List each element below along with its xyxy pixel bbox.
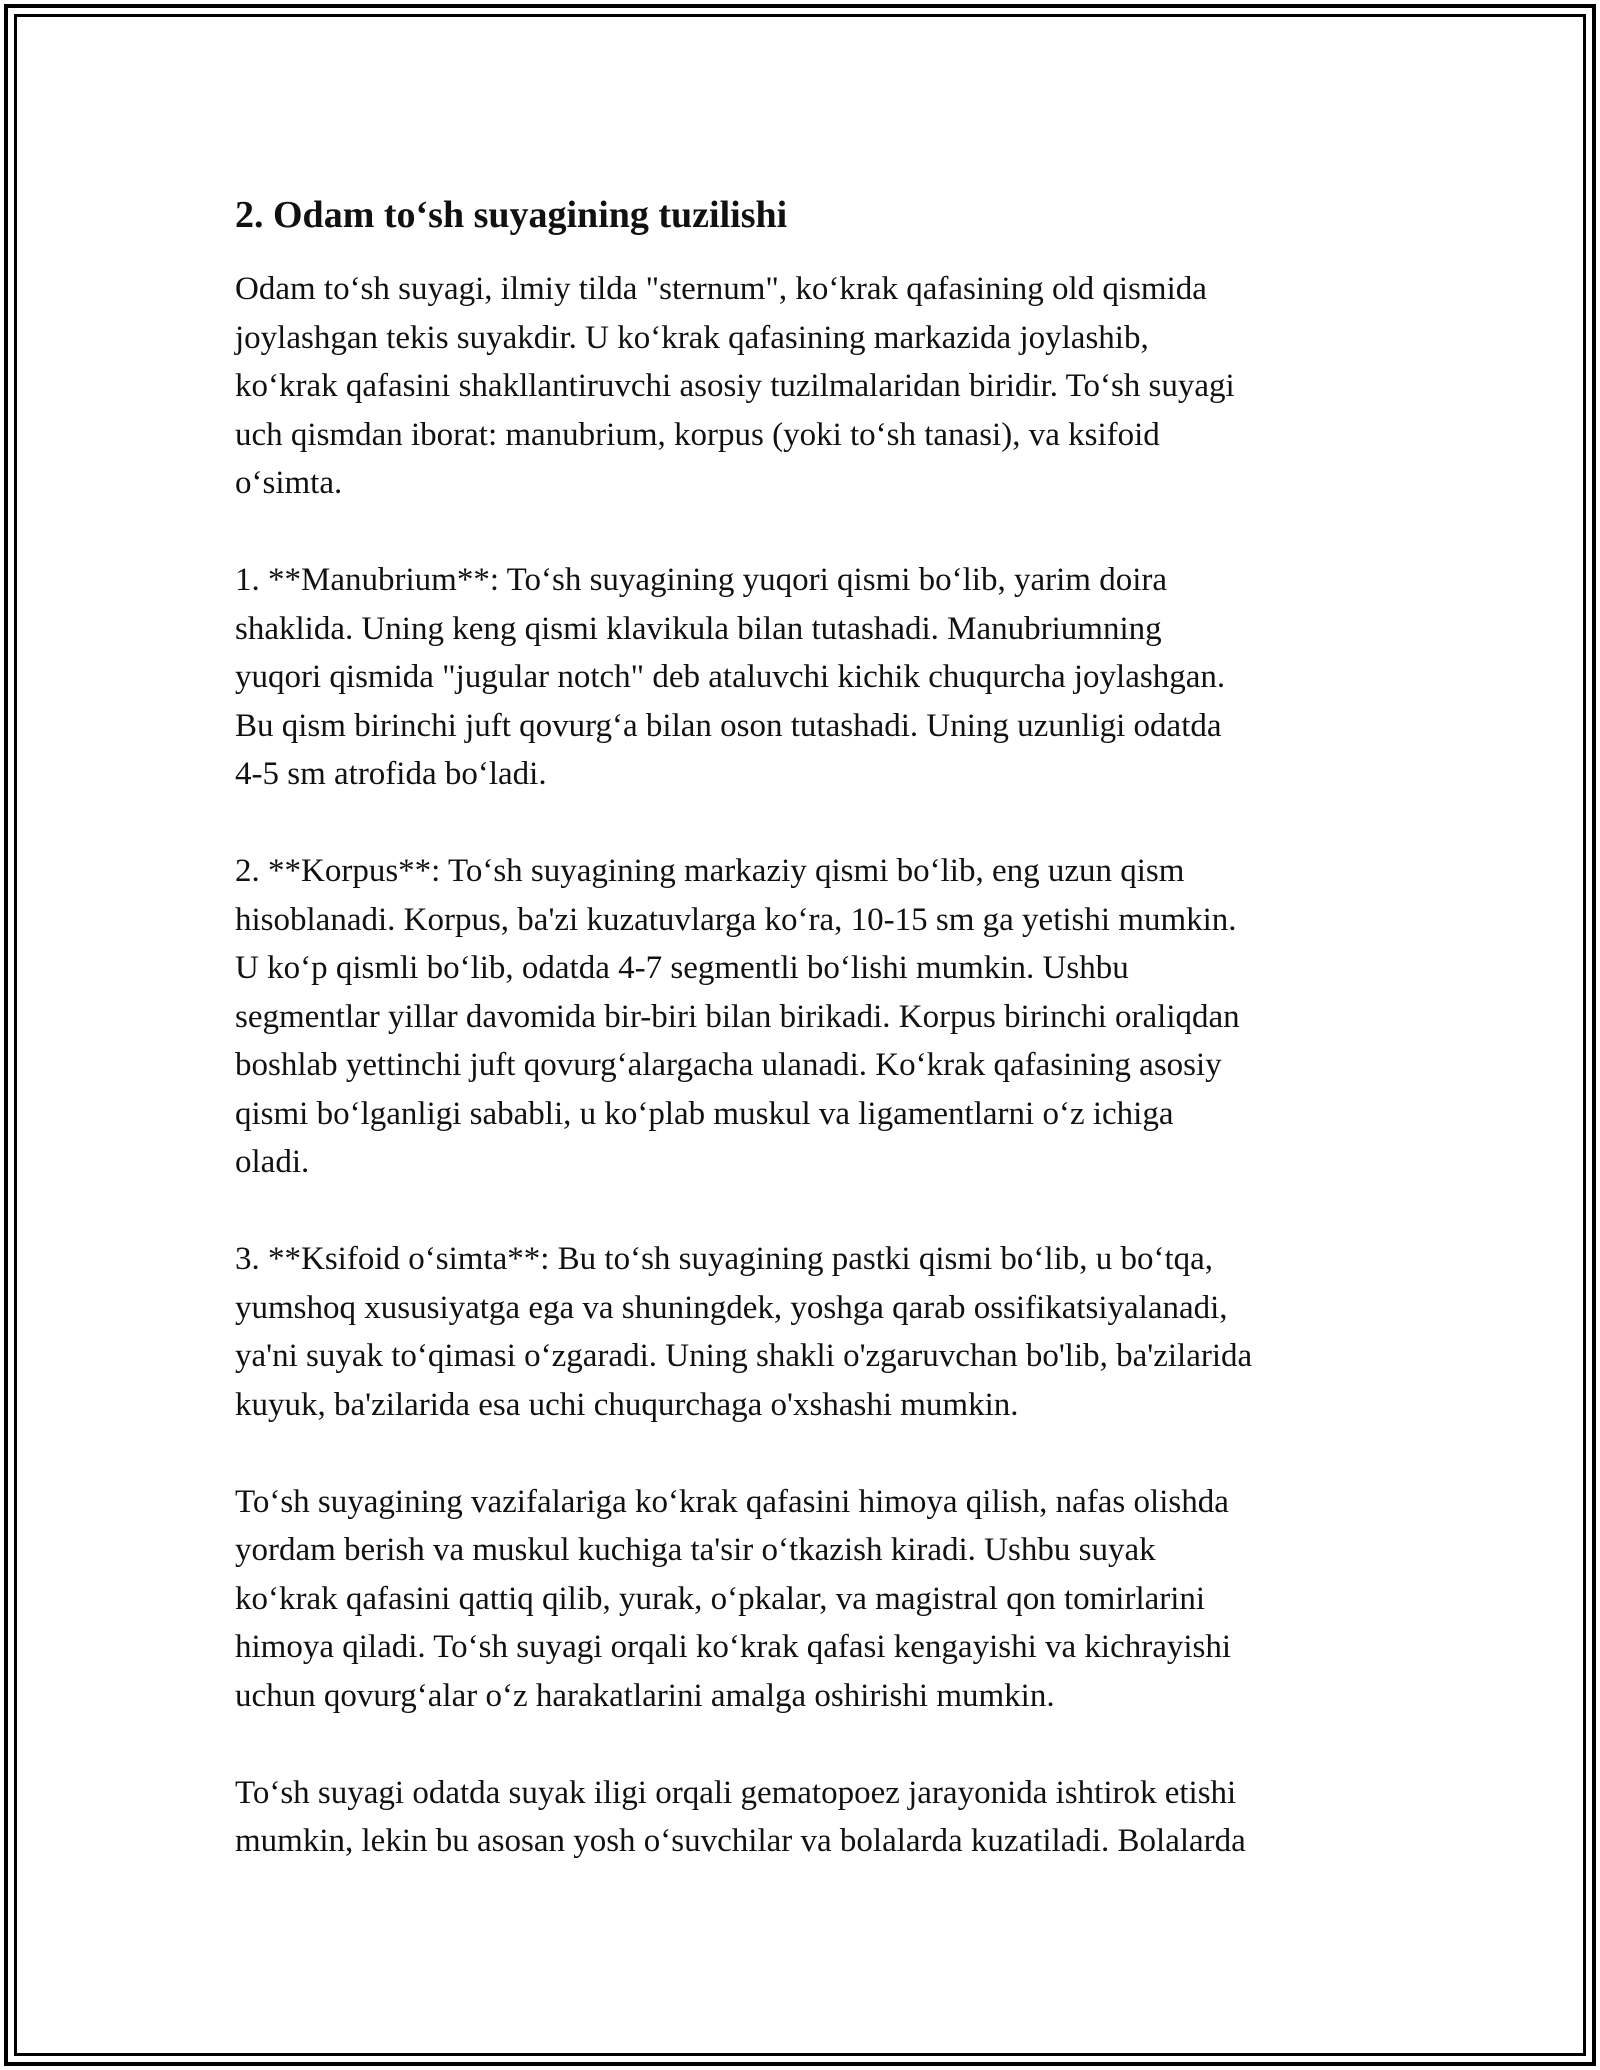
paragraph-korpus: 2. **Korpus**: To‘sh suyagining markaziy qismi bo‘lib, eng uzun qism hisoblanadi. Korpus, ba'zi kuzatuvlarga ko‘ra, 10-15 sm ga yetishi mumkin. U ko‘p qismli bo‘lib, odatda 4-7 segmentli bo‘lishi mumkin. Ushbu segmentlar yillar davomida bir-biri bilan birikadi. Korpus birinchi oraliqdan boshlab yettinchi juft qovurg‘alargacha ulanadi. Ko‘krak qafasining asosiy qismi bo‘lganligi sababli, u ko‘plab muskul va ligamentlarni o‘z ichiga oladi. bbox=[235, 853, 1240, 1180]
paragraph-intro: Odam to‘sh suyagi, ilmiy tilda "sternum", ko‘krak qafasining old qismida joylashgan tekis suyakdir. U ko‘krak qafasining markazida joylashib, ko‘krak qafasini shakllantiruvchi asosiy tuzilmalaridan biridir. To‘sh suyagi uch qismdan iborat: manubrium, korpus (yoki to‘sh tanasi), va ksifoid o‘simta. bbox=[235, 271, 1235, 501]
document-title: 2. Odam to‘sh suyagining tuzilishi bbox=[235, 194, 788, 236]
paragraph-manubrium: 1. **Manubrium**: To‘sh suyagining yuqori qismi bo‘lib, yarim doira shaklida. Uning keng qismi klavikula bilan tutashadi. Manubriumning yuqori qismida "jugular notch" deb ataluvchi kichik chuqurcha joylashgan. Bu qism birinchi juft qovurg‘a bilan oson tutashadi. Uning uzunligi odatda 4-5 sm atrofida bo‘ladi. bbox=[235, 562, 1226, 792]
paragraph-hematopoiesis: To‘sh suyagi odatda suyak iligi orqali gematopoez jarayonida ishtirok etishi mumkin, lekin bu asosan yosh o‘suvchilar va bolalarda kuzatiladi. Bolalarda bbox=[235, 1774, 1246, 1859]
document-body bbox=[235, 185, 1380, 1866]
paragraph-functions: To‘sh suyagining vazifalariga ko‘krak qafasini himoya qilish, nafas olishda yordam berish va muskul kuchiga ta'sir o‘tkazish kiradi. Ushbu suyak ko‘krak qafasini qattiq qilib, yurak, o‘pkalar, va magistral qon tomirlarini himoya qiladi. To‘sh suyagi orqali ko‘krak qafasi kengayishi va kichrayishi uchun qovurg‘alar o‘z harakatlarini amalga oshirishi mumkin. bbox=[235, 1483, 1232, 1714]
paragraph-ksifoid: 3. **Ksifoid o‘simta**: Bu to‘sh suyagining pastki qismi bo‘lib, u bo‘tqa, yumshoq xususiyatga ega va shuningdek, yoshga qarab ossifikatsiyalanadi, ya'ni suyak to‘qimasi o‘zgaradi. Uning shakli o'zgaruvchan bo'lib, ba'zilarida kuyuk, ba'zilarida esa uchi chuqurchaga o'xshashi mumkin. bbox=[235, 1241, 1253, 1423]
